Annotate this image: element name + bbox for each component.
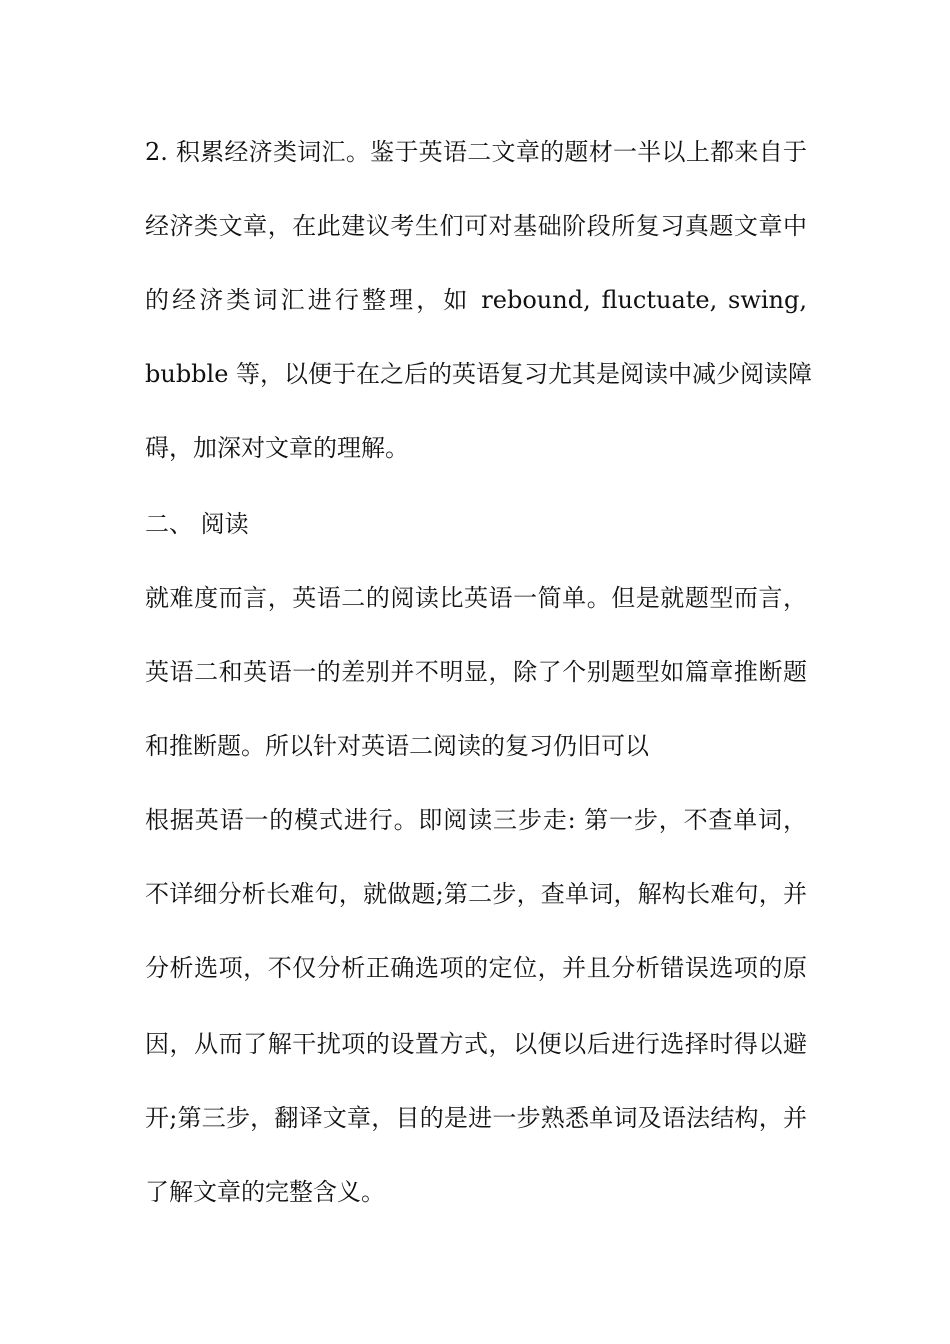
paragraph-line-11: 分析选项，不仅分析正确选项的定位，并且分析错误选项的原 <box>145 954 807 982</box>
paragraph-line-3: 的经济类词汇进行整理，如 rebound, fluctuate, swing, <box>145 286 807 314</box>
paragraph-line-2: 经济类文章，在此建议考生们可对基础阶段所复习真题文章中 <box>145 212 807 240</box>
paragraph-line-8: 和推断题。所以针对英语二阅读的复习仍旧可以 <box>145 732 649 760</box>
section-heading: 二、 阅读 <box>145 510 249 538</box>
paragraph-line-14: 了解文章的完整含义。 <box>145 1178 385 1206</box>
paragraph-line-5: 碍，加深对文章的理解。 <box>145 434 409 462</box>
paragraph-line-13: 开;第三步，翻译文章，目的是进一步熟悉单词及语法结构，并 <box>145 1104 807 1132</box>
paragraph-line-10: 不详细分析长难句，就做题;第二步，查单词，解构长难句，并 <box>145 880 807 908</box>
paragraph-line-9: 根据英语一的模式进行。即阅读三步走: 第一步，不查单词， <box>145 806 807 834</box>
paragraph-line-12: 因，从而了解干扰项的设置方式，以便以后进行选择时得以避 <box>145 1030 807 1058</box>
paragraph-line-7: 英语二和英语一的差别并不明显，除了个别题型如篇章推断题 <box>145 658 807 686</box>
paragraph-line-4: bubble 等，以便于在之后的英语复习尤其是阅读中减少阅读障 <box>145 360 813 388</box>
paragraph-line-6: 就难度而言，英语二的阅读比英语一简单。但是就题型而言， <box>145 584 807 612</box>
paragraph-line-1: 2. 积累经济类词汇。鉴于英语二文章的题材一半以上都来自于 <box>145 138 807 166</box>
